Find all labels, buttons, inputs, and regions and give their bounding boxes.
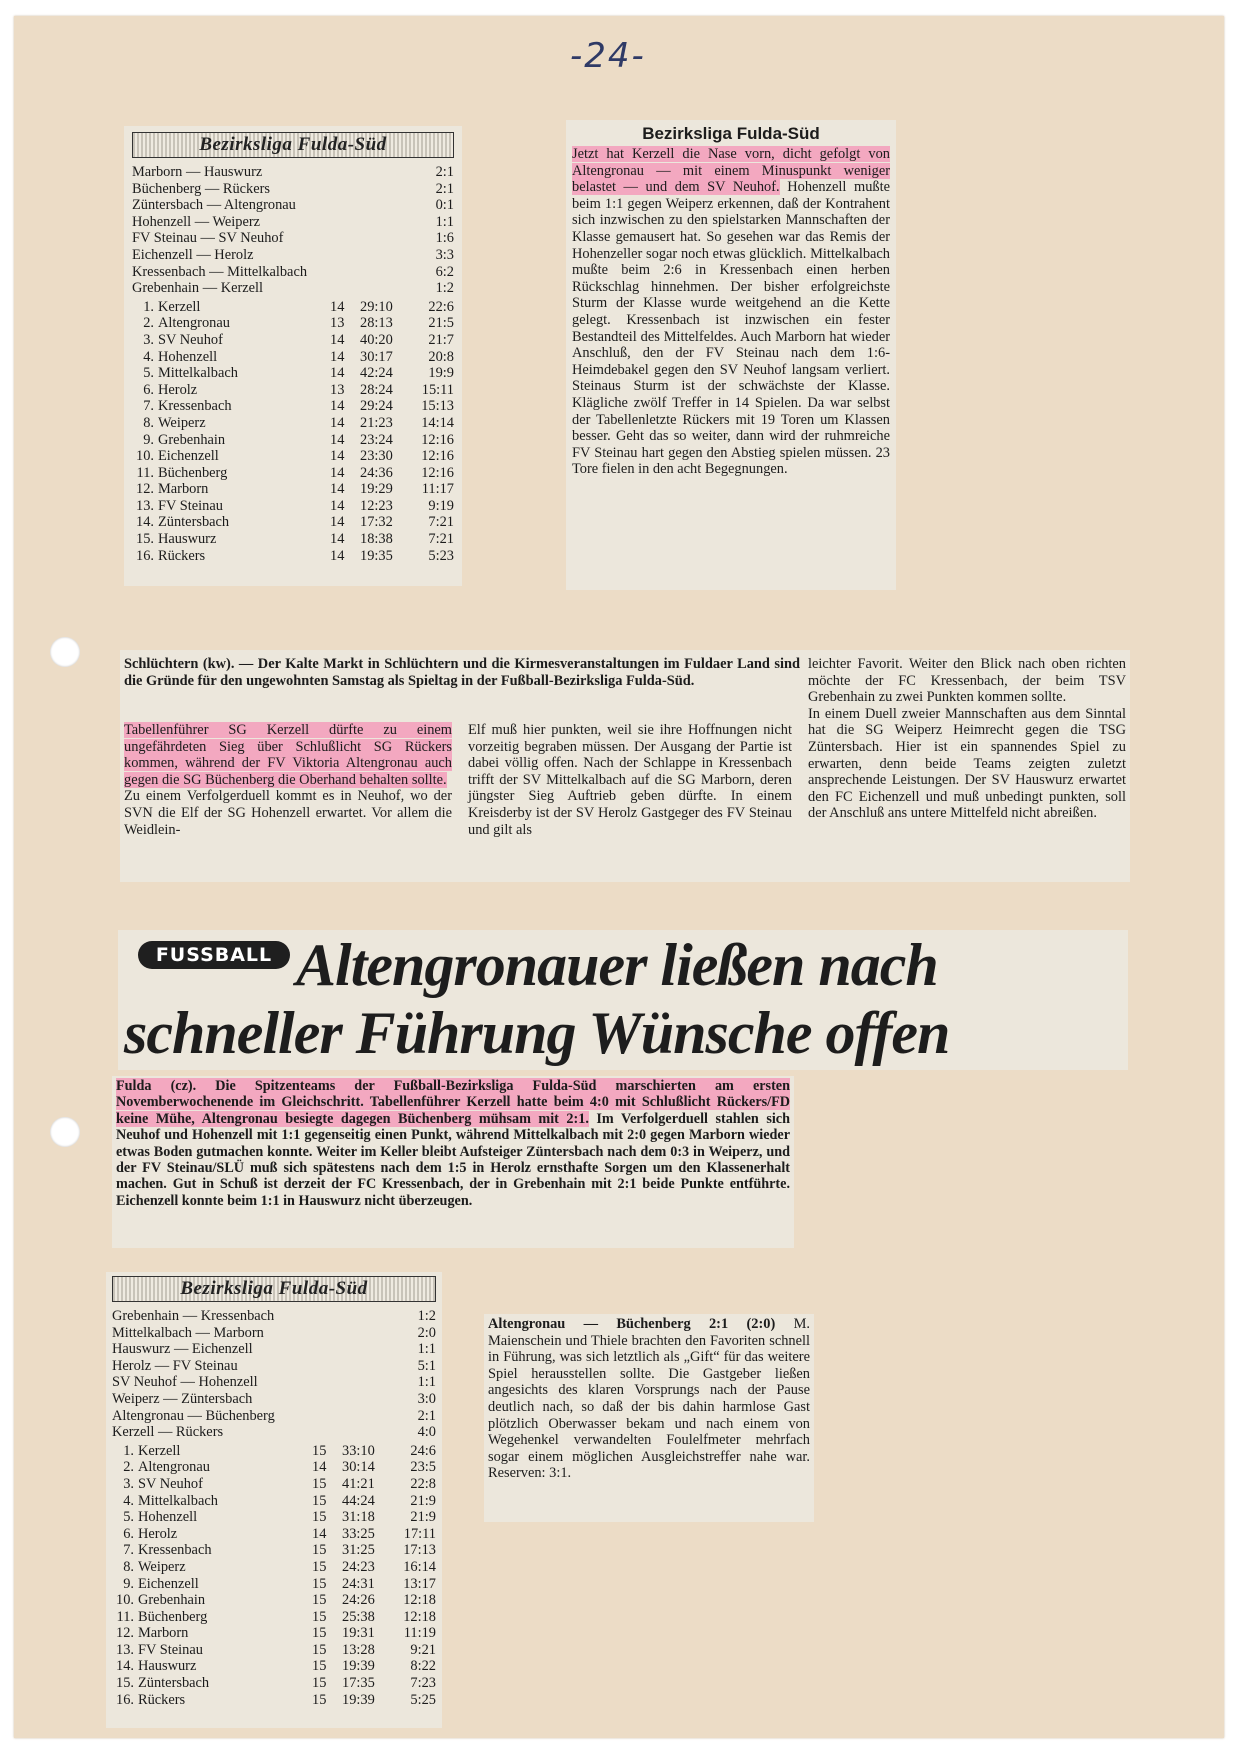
standings-row — [132, 548, 454, 565]
team-name: Grebenhain — [158, 431, 226, 448]
games-played: 14 — [330, 298, 345, 315]
result-row — [132, 214, 454, 231]
position: 6. — [123, 1525, 134, 1542]
points: 24:6 — [410, 1442, 436, 1459]
standings-row — [112, 1576, 436, 1593]
games-played: 15 — [312, 1575, 327, 1592]
position: 9. — [123, 1575, 134, 1592]
team-name: Hohenzell — [138, 1509, 198, 1526]
points: 21:9 — [410, 1509, 436, 1526]
standings-clipping-1 — [124, 126, 462, 586]
standings-row — [112, 1559, 436, 1576]
standings-row — [132, 349, 454, 366]
match-score: 1:2 — [417, 1308, 436, 1324]
match-score: 6:2 — [435, 263, 454, 280]
article-text: Im Verfolgerduell stahlen sich Neuhof und Hohenzell mit 1:1 gegenseitig einen Punkt, während Mittelkalbach mit 2:0 gegen Marborn wieder etwas Boden gutmachen konnte. Weiter im Keller bleibt Aufsteiger Züntersbach nach dem 0:3 in Weiperz, und der FV Steinau/SLÜ muß sich spätestens nach dem 1:5 in Herolz ernsthafte Sorgen um den Klassenerhalt machen. Gut in Schuß ist derzeit der FC Kressenbach, der in Grebenhain mit 2:1 beide Punkte entführte. Eichenzell konnte beim 1:1 in Hauswurz nicht überzeugen. — [116, 1110, 790, 1209]
position: 4. — [123, 1492, 134, 1509]
goal-ratio: 19:39 — [342, 1658, 375, 1675]
standings-row — [132, 299, 454, 316]
position: 8. — [143, 414, 154, 431]
position: 1. — [123, 1442, 134, 1459]
standings-clipping-2 — [106, 1272, 442, 1728]
points: 21:5 — [428, 315, 454, 332]
goal-ratio: 24:31 — [342, 1575, 375, 1592]
match-name: FV Steinau — SV Neuhof — [132, 230, 284, 247]
games-played: 14 — [330, 497, 345, 514]
table-header: Bezirksliga Fulda-Süd — [112, 1276, 436, 1302]
games-played: 15 — [312, 1625, 327, 1642]
goal-ratio: 13:28 — [342, 1641, 375, 1658]
match-name: Hauswurz — Eichenzell — [112, 1341, 253, 1358]
games-played: 14 — [330, 464, 345, 481]
team-name: Kressenbach — [158, 398, 232, 415]
points: 12:18 — [403, 1608, 436, 1625]
games-played: 14 — [330, 414, 345, 431]
goal-ratio: 24:36 — [360, 464, 393, 481]
goal-ratio: 31:25 — [342, 1542, 375, 1559]
team-name: Herolz — [138, 1525, 178, 1542]
games-played: 14 — [330, 547, 345, 564]
standings-row — [132, 448, 454, 465]
games-played: 15 — [312, 1475, 327, 1492]
headline-line-2: schneller Führung Wünsche offen — [124, 1000, 950, 1066]
position: 12. — [136, 481, 154, 498]
team-name: Herolz — [158, 381, 198, 398]
games-played: 15 — [312, 1641, 327, 1658]
team-name: Eichenzell — [138, 1575, 199, 1592]
highlighted-text: Tabellenführer SG Kerzell dürfte zu einem ungefährdeten Sieg über Schlußlicht SG Rückers kommen, während der FV Viktoria Altengronau auch gegen die SG Büchenberg die Oberhand behalten sollte. — [124, 722, 452, 788]
position: 3. — [143, 331, 154, 348]
team-name: SV Neuhof — [158, 331, 223, 348]
match-name: Grebenhain — Kressenbach — [112, 1308, 275, 1324]
article-text: M. Maienschein und Thiele brachten den Favoriten schnell in Führung, was sich letztlich als „Gift“ für das weitere Spiel herausstellen sollte. Die Gastgeber ließen angesichts des klaren Vorsprungs nach der Pause deutlich nach, so daß der bis dahin harmlose Gast plötzlich Oberwasser bekam und nach einem von Wegehenkel verwandelten Foulelfmeter mehrfach sogar einem möglichen Ausgleichstreffer nahe war. Reserven: 3:1. — [488, 1316, 810, 1482]
match-score: 1:6 — [435, 230, 454, 247]
position: 9. — [143, 431, 154, 448]
result-row — [132, 280, 454, 297]
team-name: Büchenberg — [138, 1608, 208, 1625]
result-row — [112, 1424, 436, 1441]
article-column-1 — [124, 722, 452, 838]
match-score: 4:0 — [417, 1424, 436, 1441]
goal-ratio: 29:10 — [360, 298, 393, 315]
article-body — [488, 1316, 810, 1482]
punch-hole-bottom — [50, 1117, 80, 1147]
goal-ratio: 23:30 — [360, 448, 393, 465]
goal-ratio: 30:17 — [360, 348, 393, 365]
team-name: Rückers — [158, 547, 206, 564]
standings-row — [132, 415, 454, 432]
points: 17:11 — [403, 1525, 436, 1542]
position: 5. — [143, 365, 154, 382]
games-played: 15 — [312, 1675, 327, 1692]
goal-ratio: 28:24 — [360, 381, 393, 398]
games-played: 14 — [312, 1459, 327, 1476]
position: 8. — [123, 1558, 134, 1575]
points: 7:23 — [410, 1675, 436, 1692]
position: 14. — [116, 1658, 134, 1675]
points: 12:16 — [421, 464, 454, 481]
result-row — [112, 1374, 436, 1391]
match-name: Büchenberg — Rückers — [132, 180, 271, 197]
points: 12:18 — [403, 1592, 436, 1609]
games-played: 14 — [330, 331, 345, 348]
article-text: leichter Favorit. Weiter den Blick nach oben richten möchte der FC Kressenbach, der beim TSV Grebenhain zu zwei Punkten kommen sollte. — [808, 656, 1126, 706]
goal-ratio: 28:13 — [360, 315, 393, 332]
position: 2. — [143, 315, 154, 332]
points: 22:6 — [428, 298, 454, 315]
result-row — [112, 1408, 436, 1425]
team-name: Altengronau — [158, 315, 230, 332]
team-name: Kerzell — [138, 1442, 181, 1459]
position: 5. — [123, 1509, 134, 1526]
result-row — [112, 1308, 436, 1325]
headline-line-1: Altengronauer ließen nach — [296, 932, 938, 998]
games-played: 15 — [312, 1691, 327, 1708]
team-name: Rückers — [138, 1691, 186, 1708]
result-row — [132, 264, 454, 281]
points: 7:21 — [428, 531, 454, 548]
points: 14:14 — [421, 414, 454, 431]
result-row — [132, 230, 454, 247]
games-played: 15 — [312, 1442, 327, 1459]
match-score: 1:1 — [417, 1374, 436, 1391]
match-name: Hohenzell — Weiperz — [132, 213, 261, 230]
standings-row — [112, 1443, 436, 1460]
games-played: 14 — [330, 481, 345, 498]
standings-row — [112, 1609, 436, 1626]
games-played: 14 — [330, 348, 345, 365]
goal-ratio: 30:14 — [342, 1459, 375, 1476]
match-score: 5:1 — [417, 1357, 436, 1374]
points: 16:14 — [403, 1558, 436, 1575]
games-played: 13 — [330, 315, 345, 332]
article-text: In einem Duell zweier Mannschaften aus dem Sinntal hat die SG Weiperz Heimrecht gegen die TSG Züntersbach. Hier ist ein spannendes Spiel zu erwarten, denn beide Teams zeigten zuletzt ansprechende Leistungen. Der SV Hauswurz erwartet den FC Eichenzell und muß unbedingt punkten, soll der Anschluß ans untere Mittelfeld nicht abreißen. — [808, 705, 1126, 822]
standings-row — [132, 481, 454, 498]
article-column-3 — [808, 656, 1126, 822]
goal-ratio: 41:21 — [342, 1475, 375, 1492]
goal-ratio: 19:35 — [360, 547, 393, 564]
position: 16. — [116, 1691, 134, 1708]
games-played: 15 — [312, 1658, 327, 1675]
goal-ratio: 23:24 — [360, 431, 393, 448]
games-played: 13 — [330, 381, 345, 398]
goal-ratio: 19:29 — [360, 481, 393, 498]
match-score: 2:1 — [435, 180, 454, 197]
position: 7. — [143, 398, 154, 415]
match-score: 0:1 — [435, 197, 454, 214]
article-clipping-3 — [112, 1076, 794, 1248]
standings-row — [112, 1542, 436, 1559]
team-name: Kerzell — [158, 298, 201, 315]
goal-ratio: 24:23 — [342, 1558, 375, 1575]
section-label: FUSSBALL — [138, 941, 290, 969]
points: 5:25 — [410, 1691, 436, 1708]
article-clipping-4 — [484, 1314, 814, 1522]
standings-row — [112, 1493, 436, 1510]
position: 4. — [143, 348, 154, 365]
results-list — [112, 1308, 436, 1441]
match-lead: Altengronau — Büchenberg 2:1 (2:0) — [488, 1316, 776, 1332]
article-text: Zu einem Verfolgerduell kommt es in Neuhof, wo der SVN die Elf der SG Hohenzell erwartet. Vor allem die Weidlein- — [124, 788, 452, 838]
games-played: 15 — [312, 1509, 327, 1526]
result-row — [112, 1325, 436, 1342]
match-score: 2:0 — [417, 1324, 436, 1341]
points: 15:11 — [421, 381, 454, 398]
points: 5:23 — [428, 547, 454, 564]
match-name: Marborn — Hauswurz — [132, 164, 263, 180]
points: 21:9 — [410, 1492, 436, 1509]
standings-row — [112, 1675, 436, 1692]
team-name: Grebenhain — [138, 1592, 206, 1609]
match-score: 2:1 — [417, 1407, 436, 1424]
position: 1. — [143, 298, 154, 315]
standings-row — [112, 1526, 436, 1543]
team-name: Hohenzell — [158, 348, 218, 365]
team-name: Altengronau — [138, 1459, 210, 1476]
standings-row — [132, 382, 454, 399]
position: 3. — [123, 1475, 134, 1492]
standings-row — [112, 1476, 436, 1493]
goal-ratio: 17:35 — [342, 1675, 375, 1692]
goal-ratio: 29:24 — [360, 398, 393, 415]
team-name: Züntersbach — [158, 514, 230, 531]
position: 13. — [116, 1641, 134, 1658]
standings-row — [112, 1692, 436, 1709]
team-name: Mittelkalbach — [138, 1492, 218, 1509]
points: 9:19 — [428, 497, 454, 514]
position: 16. — [136, 547, 154, 564]
position: 15. — [116, 1675, 134, 1692]
match-name: Züntersbach — Altengronau — [132, 197, 296, 214]
article-column-2: Elf muß hier punkten, weil sie ihre Hoffnungen nicht vorzeitig begraben müssen. Der Ausgang der Partie ist dabei völlig offen. Nach der Schlappe in Kressenbach trifft der SV Mittelkalbach auf die SG Marborn, deren jüngster Sieg Auftrieb geben dürfte. In einem Kreisderby ist der SV Herolz Gastgeger des FV Steinau und gilt als — [468, 722, 792, 838]
position: 6. — [143, 381, 154, 398]
match-score: 3:0 — [417, 1390, 436, 1407]
standings-table — [112, 1443, 436, 1709]
games-played: 14 — [312, 1525, 327, 1542]
points: 11:19 — [403, 1625, 436, 1642]
standings-row — [132, 332, 454, 349]
position: 12. — [116, 1625, 134, 1642]
goal-ratio: 17:32 — [360, 514, 393, 531]
results-list — [132, 164, 454, 297]
standings-row — [132, 432, 454, 449]
team-name: FV Steinau — [158, 497, 223, 514]
position: 15. — [136, 531, 154, 548]
highlighted-text: Jetzt hat Kerzell die Nase vorn, dicht gefolgt von Altengronau — mit einem Minuspunkt weniger belastet — und dem SV Neuhof. — [572, 146, 890, 196]
goal-ratio: 19:31 — [342, 1625, 375, 1642]
article-text: Hohenzell mußte beim 1:1 gegen Weiperz erkennen, daß der Kontrahent sich inzwischen zu den spielstarken Mannschaften der Klasse gemausert hat. So gesehen war das Remis der Hohenzeller sogar noch etwas glücklich. Mittelkalbach mußte beim 2:6 in Kressenbach einen herben Rückschlag hinnehmen. Der bisher erfolgreichste Sturm der Klasse wurde weitgehend an die Kette gelegt. Kressenbach ist inzwischen ein fester Bestandteil des Mittelfeldes. Auch Marborn hat wieder Anschluß, den der FV Steinau nach dem 1:6-Heimdebakel gegen den SV Neuhof langsam verliert. Steinaus Sturm ist der schwächste der Klasse. Klägliche zwölf Treffer in 14 Spielen. Da war selbst der Tabellenletzte Rückers mit 19 Toren um Klassen besser. Geht das so weiter, dann wird der ruhmreiche FV Steinau hart gegen den Abstieg spielen müssen. 23 Tore fielen in den acht Begegnungen. — [572, 179, 890, 478]
games-played: 14 — [330, 431, 345, 448]
goal-ratio: 31:18 — [342, 1509, 375, 1526]
result-row — [132, 247, 454, 264]
result-row — [132, 181, 454, 198]
standings-table — [132, 299, 454, 565]
points: 22:8 — [410, 1475, 436, 1492]
team-name: Kressenbach — [138, 1542, 212, 1559]
team-name: Weiperz — [158, 414, 206, 431]
points: 12:16 — [421, 448, 454, 465]
goal-ratio: 33:10 — [342, 1442, 375, 1459]
position: 11. — [136, 464, 154, 481]
goal-ratio: 12:23 — [360, 497, 393, 514]
games-played: 14 — [330, 531, 345, 548]
match-score: 3:3 — [435, 246, 454, 263]
article-body — [116, 1078, 790, 1209]
games-played: 15 — [312, 1592, 327, 1609]
team-name: Büchenberg — [158, 464, 228, 481]
highlighted-text: Fulda (cz). Die Spitzenteams der Fußball-Bezirksliga Fulda-Süd marschierten am ersten Novemberwochenende im Gleichschritt. Tabellenführer Kerzell hatte beim 4:0 mit Schlußlicht Rückers/FD keine Mühe, Altengronau besiegte dagegen Büchenberg mühsam mit 2:1. — [116, 1078, 790, 1127]
position: 7. — [123, 1542, 134, 1559]
standings-row — [132, 498, 454, 515]
team-name: Hauswurz — [158, 531, 217, 548]
article-header: Bezirksliga Fulda-Süd — [642, 124, 820, 143]
standings-row — [112, 1658, 436, 1675]
article-clipping-1 — [566, 120, 896, 590]
page-number: -24- — [570, 36, 646, 76]
article-intro: Schlüchtern (kw). — Der Kalte Markt in Schlüchtern und die Kirmesveranstaltungen im Fuldaer Land sind die Gründe für den ungewohnten Samstag als Spieltag in der Fußball-Bezirksliga Fulda-Süd. — [124, 656, 800, 689]
match-name: SV Neuhof — Hohenzell — [112, 1374, 258, 1391]
position: 10. — [116, 1592, 134, 1609]
points: 12:16 — [421, 431, 454, 448]
standings-row — [112, 1459, 436, 1476]
team-name: Mittelkalbach — [158, 365, 238, 382]
points: 8:22 — [410, 1658, 436, 1675]
standings-row — [132, 514, 454, 531]
standings-row — [132, 398, 454, 415]
goal-ratio: 18:38 — [360, 531, 393, 548]
team-name: Hauswurz — [138, 1658, 197, 1675]
position: 13. — [136, 497, 154, 514]
team-name: Marborn — [158, 481, 209, 498]
result-row — [132, 197, 454, 214]
points: 19:9 — [428, 365, 454, 382]
article-clipping-2 — [120, 650, 1130, 882]
points: 7:21 — [428, 514, 454, 531]
result-row — [112, 1391, 436, 1408]
match-score: 1:1 — [435, 213, 454, 230]
position: 14. — [136, 514, 154, 531]
match-name: Altengronau — Büchenberg — [112, 1407, 275, 1424]
goal-ratio: 21:23 — [360, 414, 393, 431]
games-played: 14 — [330, 398, 345, 415]
standings-row — [112, 1592, 436, 1609]
match-name: Eichenzell — Herolz — [132, 246, 254, 263]
games-played: 14 — [330, 365, 345, 382]
team-name: FV Steinau — [138, 1641, 203, 1658]
position: 10. — [136, 448, 154, 465]
standings-row — [112, 1625, 436, 1642]
goal-ratio: 44:24 — [342, 1492, 375, 1509]
standings-row — [132, 531, 454, 548]
points: 20:8 — [428, 348, 454, 365]
team-name: Eichenzell — [158, 448, 219, 465]
article-body — [572, 146, 890, 478]
games-played: 15 — [312, 1608, 327, 1625]
standings-row — [112, 1509, 436, 1526]
goal-ratio: 19:39 — [342, 1691, 375, 1708]
points: 13:17 — [403, 1575, 436, 1592]
match-name: Mittelkalbach — Marborn — [112, 1324, 264, 1341]
team-name: Züntersbach — [138, 1675, 210, 1692]
games-played: 15 — [312, 1542, 327, 1559]
goal-ratio: 33:25 — [342, 1525, 375, 1542]
standings-row — [132, 365, 454, 382]
goal-ratio: 40:20 — [360, 331, 393, 348]
position: 2. — [123, 1459, 134, 1476]
points: 11:17 — [421, 481, 454, 498]
points: 23:5 — [410, 1459, 436, 1476]
games-played: 15 — [312, 1492, 327, 1509]
result-row — [112, 1358, 436, 1375]
games-played: 14 — [330, 514, 345, 531]
points: 15:13 — [421, 398, 454, 415]
table-header: Bezirksliga Fulda-Süd — [132, 132, 454, 158]
match-name: Kressenbach — Mittelkalbach — [132, 263, 308, 280]
points: 21:7 — [428, 331, 454, 348]
standings-row — [132, 315, 454, 332]
goal-ratio: 42:24 — [360, 365, 393, 382]
points: 17:13 — [403, 1542, 436, 1559]
match-name: Grebenhain — Kerzell — [132, 280, 264, 297]
match-name: Kerzell — Rückers — [112, 1424, 224, 1441]
result-row — [112, 1341, 436, 1358]
games-played: 15 — [312, 1558, 327, 1575]
team-name: Marborn — [138, 1625, 189, 1642]
position: 11. — [116, 1608, 134, 1625]
goal-ratio: 24:26 — [342, 1592, 375, 1609]
goal-ratio: 25:38 — [342, 1608, 375, 1625]
standings-row — [132, 465, 454, 482]
points: 9:21 — [410, 1641, 436, 1658]
match-score: 1:1 — [417, 1341, 436, 1358]
standings-row — [112, 1642, 436, 1659]
match-name: Herolz — FV Steinau — [112, 1357, 238, 1374]
match-name: Weiperz — Züntersbach — [112, 1390, 253, 1407]
result-row — [132, 164, 454, 181]
games-played: 14 — [330, 448, 345, 465]
match-score: 1:2 — [435, 280, 454, 297]
team-name: SV Neuhof — [138, 1475, 203, 1492]
punch-hole-top — [50, 637, 80, 667]
match-score: 2:1 — [435, 164, 454, 180]
team-name: Weiperz — [138, 1558, 186, 1575]
